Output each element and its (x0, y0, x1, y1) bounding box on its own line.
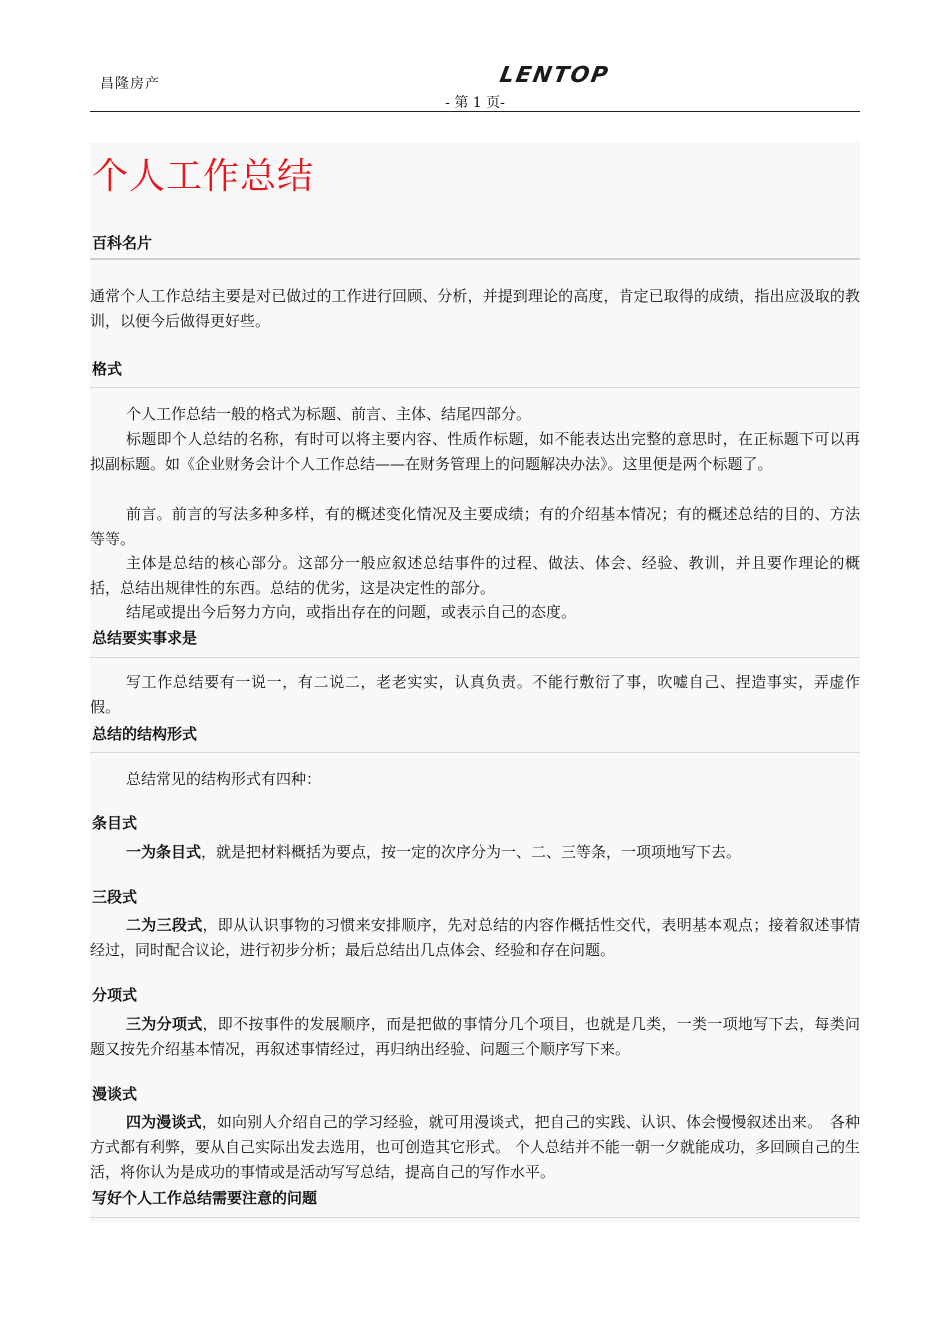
baike-text: 通常个人工作总结主要是对已做过的工作进行回顾、分析，并提到理论的高度，肯定已取得的成绩，指出应汲取的教训，以便今后做得更好些。 (90, 287, 860, 330)
section-title-truth: 总结要实事求是 (92, 629, 198, 647)
talk-text (90, 1110, 860, 1185)
section-divider (90, 387, 860, 388)
company-logo: LENTOP (497, 63, 612, 88)
header-divider (90, 111, 860, 112)
format-paragraph-5: 结尾或提出今后努力方向，或指出存在的问题，或表示自己的态度。 (126, 603, 577, 621)
section-divider (90, 258, 860, 260)
talk-body: ，如向别人介绍自己的学习经验，就可用漫谈式，把自己的实践、认识、体会慢慢叙述出来。 各种方式都有利弊，要从自己实际出发去选用，也可创造其它形式。 个人总结并不能一朝一夕就能成功，多回顾自己的生活，将你认为是成功的事情或是活动写写总结，提高自己的写作水平。 (90, 1113, 860, 1181)
page-number: - 第 1 页- (445, 95, 505, 111)
subsection-title-talk: 漫谈式 (92, 1085, 138, 1103)
itemized-body: ，就是把材料概括为要点，按一定的次序分为一、二、三等条，一项项地写下去。 (201, 843, 742, 861)
split-lead: 三为分项式 (126, 1015, 203, 1033)
document-title: 个人工作总结 (92, 156, 315, 197)
subsection-title-itemized: 条目式 (92, 814, 138, 832)
three-body: ，即从认识事物的习惯来安排顺序，先对总结的内容作概括性交代，表明基本观点；接着叙述事情经过，同时配合议论，进行初步分析；最后总结出几点体会、经验和存在问题。 (90, 916, 860, 959)
company-name: 昌隆房产 (100, 76, 160, 92)
section-divider (90, 752, 860, 753)
three-text (90, 913, 860, 963)
format-paragraph-2: 标题即个人总结的名称，有时可以将主要内容、性质作标题，如不能表达出完整的意思时，在正标题下可以再拟副标题。如《企业财务会计个人工作总结——在财务管理上的问题解决办法》。这里便是两个标题了。 (90, 430, 860, 473)
subsection-title-split: 分项式 (92, 986, 138, 1004)
section-divider (90, 657, 860, 658)
structure-text: 总结常见的结构形式有四种： (126, 770, 322, 788)
section-title-format: 格式 (92, 360, 123, 378)
format-paragraph-4: 主体是总结的核心部分。这部分一般应叙述总结事件的过程、做法、体会、经验、教训，并且要作理论的概括，总结出规律性的东西。总结的优劣，这是决定性的部分。 (90, 554, 860, 597)
subsection-title-three: 三段式 (92, 888, 138, 906)
section-divider (90, 1217, 860, 1218)
truth-text: 写工作总结要有一说一，有二说二，老老实实，认真负责。不能行敷衍了事，吹嘘自己、捏造事实，弄虚作假。 (90, 673, 860, 716)
itemized-text (90, 840, 860, 865)
format-paragraph-3: 前言。前言的写法多种多样，有的概述变化情况及主要成绩；有的介绍基本情况；有的概述总结的目的、方法等等。 (90, 505, 860, 548)
three-lead: 二为三段式 (126, 916, 203, 934)
section-title-baike: 百科名片 (92, 234, 153, 252)
itemized-lead: 一为条目式 (126, 843, 202, 861)
section-title-attention: 写好个人工作总结需要注意的问题 (92, 1189, 318, 1207)
talk-lead: 四为漫谈式 (126, 1113, 202, 1131)
format-paragraph-1: 个人工作总结一般的格式为标题、前言、主体、结尾四部分。 (126, 405, 532, 423)
split-text (90, 1012, 860, 1062)
section-title-structure: 总结的结构形式 (92, 725, 198, 743)
split-body: ，即不按事件的发展顺序，而是把做的事情分几个项目，也就是几类，一类一项地写下去，每类问题又按先介绍基本情况，再叙述事情经过，再归纳出经验、问题三个顺序写下来。 (90, 1015, 860, 1058)
document-body (90, 142, 860, 1222)
